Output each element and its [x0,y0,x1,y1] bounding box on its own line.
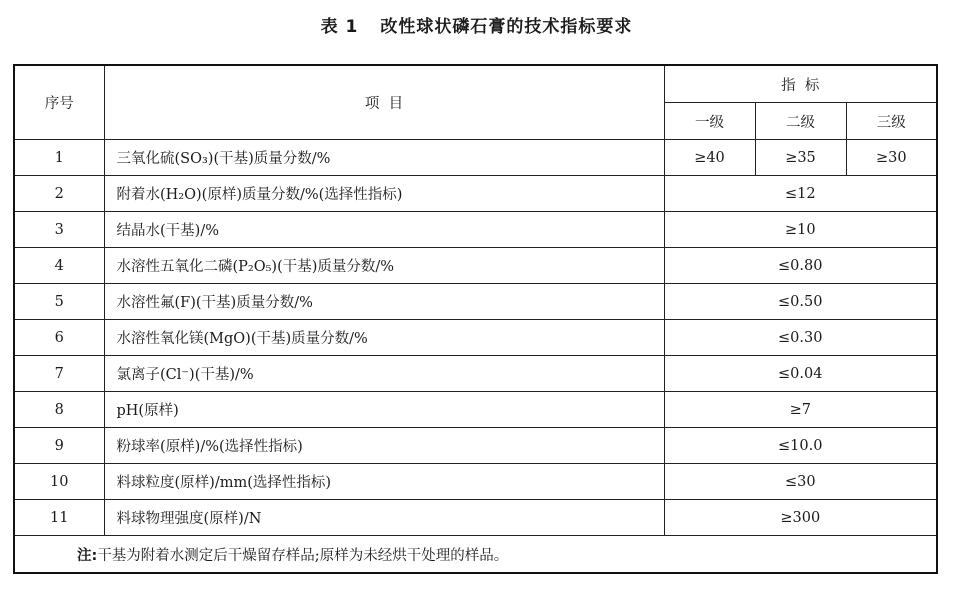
row-value: ≤12 [664,176,937,212]
table-row [14,140,937,176]
row-seq: 8 [14,392,104,428]
row-item: 氯离子(Cl⁻)(干基)/% [104,356,664,392]
row-item: 结晶水(干基)/% [104,212,664,248]
row-seq: 2 [14,176,104,212]
row-seq: 3 [14,212,104,248]
header-indicator: 指 标 [664,65,937,103]
spec-table [13,64,938,574]
table-row [14,356,937,392]
header-grade-2: 二级 [755,103,846,140]
table-row [14,428,937,464]
row-seq: 4 [14,248,104,284]
table-row [14,464,937,500]
row-value: ≥7 [664,392,937,428]
table-row [14,212,937,248]
row-value: ≤0.80 [664,248,937,284]
table-row [14,176,937,212]
table-row [14,284,937,320]
row-value-grade-1: ≥40 [664,140,755,176]
header-grade-3: 三级 [846,103,937,140]
row-item: 料球粒度(原样)/mm(选择性指标) [104,464,664,500]
header-grade-1: 一级 [664,103,755,140]
row-item: 水溶性五氧化二磷(P₂O₅)(干基)质量分数/% [104,248,664,284]
row-value: ≤30 [664,464,937,500]
row-value-grade-3: ≥30 [846,140,937,176]
note-label: 注: [77,547,98,564]
table-number: 表 1 [320,17,359,37]
row-value: ≥10 [664,212,937,248]
row-value: ≤0.04 [664,356,937,392]
row-seq: 9 [14,428,104,464]
table-row [14,500,937,536]
row-seq: 5 [14,284,104,320]
row-seq: 10 [14,464,104,500]
row-seq: 1 [14,140,104,176]
row-item: 料球物理强度(原样)/N [104,500,664,536]
table-title [0,12,953,37]
note-text: 干基为附着水测定后干燥留存样品;原样为未经烘干处理的样品。 [97,547,509,564]
note-row [14,536,937,574]
table-note [14,536,937,574]
row-value: ≤0.30 [664,320,937,356]
row-value: ≥300 [664,500,937,536]
row-item: 水溶性氧化镁(MgO)(干基)质量分数/% [104,320,664,356]
row-value: ≤10.0 [664,428,937,464]
row-item: 附着水(H₂O)(原样)质量分数/%(选择性指标) [104,176,664,212]
table-row [14,248,937,284]
row-item: 三氧化硫(SO₃)(干基)质量分数/% [104,140,664,176]
row-item: 水溶性氟(F)(干基)质量分数/% [104,284,664,320]
row-seq: 6 [14,320,104,356]
table-row [14,320,937,356]
row-item: 粉球率(原样)/%(选择性指标) [104,428,664,464]
row-seq: 11 [14,500,104,536]
header-item: 项 目 [104,65,664,140]
row-value-grade-2: ≥35 [755,140,846,176]
header-row-1 [14,65,937,103]
row-seq: 7 [14,356,104,392]
header-seq: 序号 [14,65,104,140]
table-caption: 改性球状磷石膏的技术指标要求 [380,17,633,37]
row-value: ≤0.50 [664,284,937,320]
row-item: pH(原样) [104,392,664,428]
table-row [14,392,937,428]
